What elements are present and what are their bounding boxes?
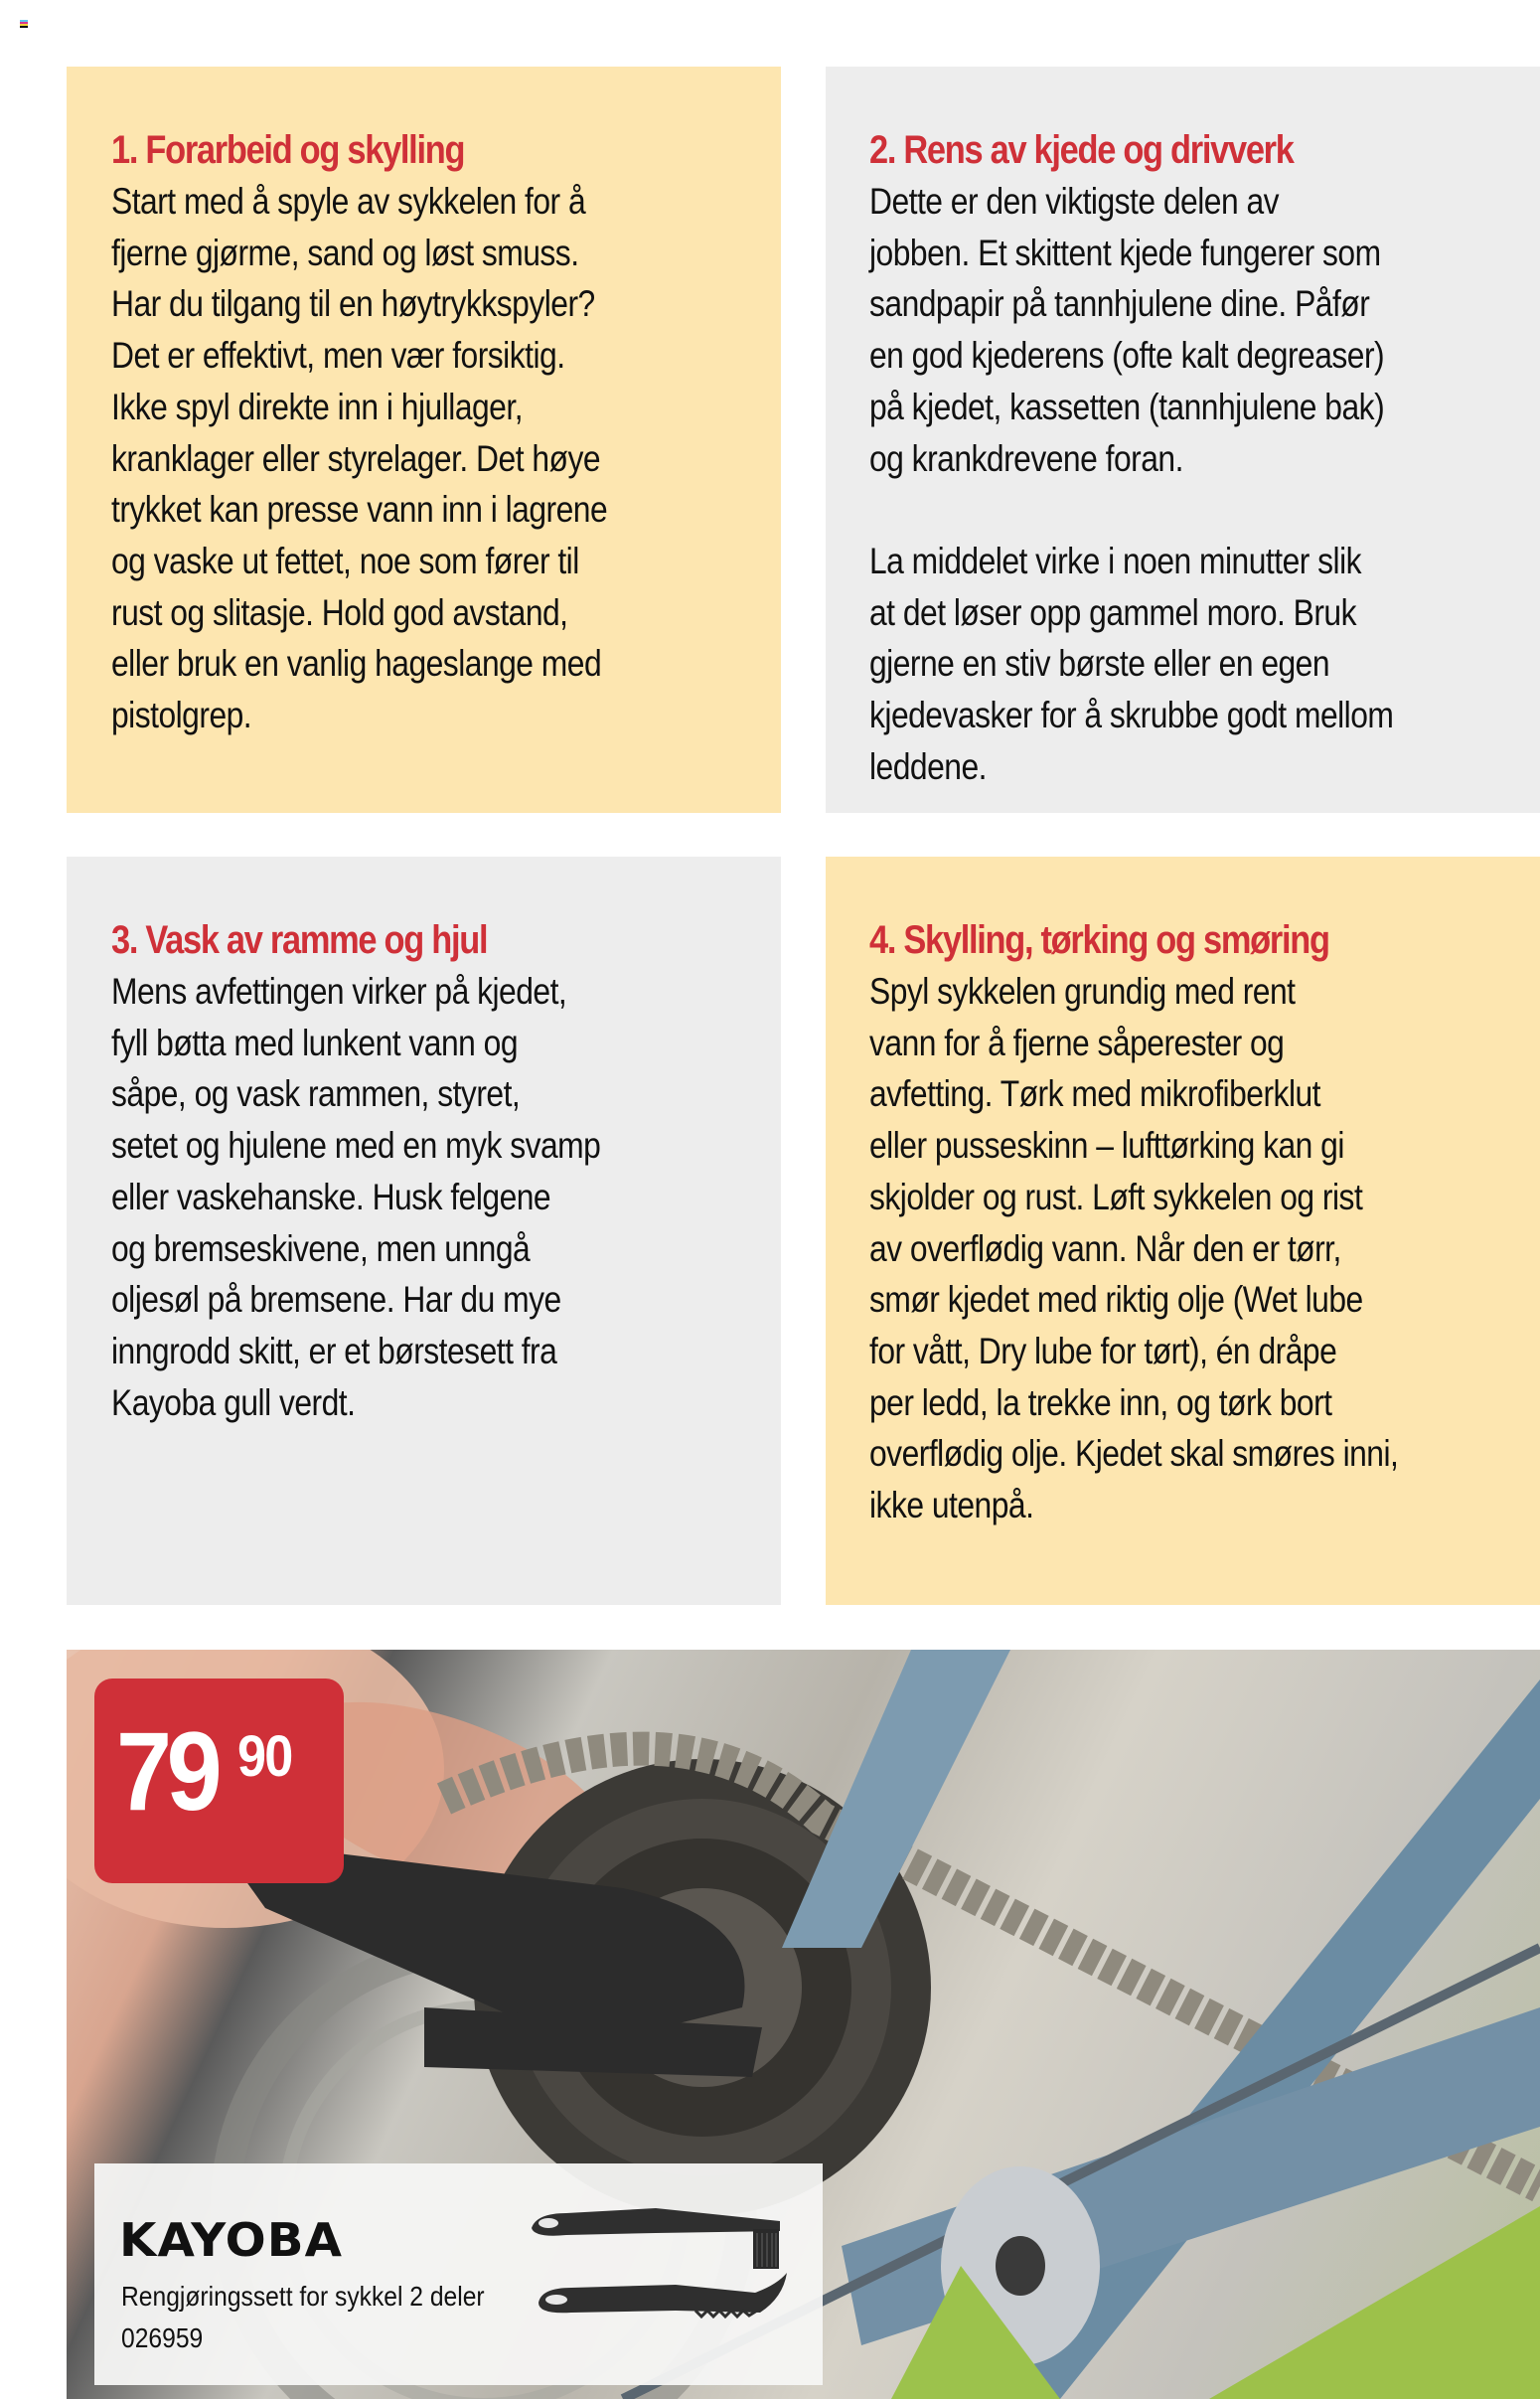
body-line: smør kjedet med riktig olje (Wet lube xyxy=(869,1279,1363,1321)
section-title: 2. Rens av kjede og drivverk xyxy=(869,128,1294,172)
print-mark-black xyxy=(20,26,28,28)
body-line: såpe, og vask rammen, styret, xyxy=(111,1073,521,1115)
body-line: eller pusseskinn – lufttørking kan gi xyxy=(869,1125,1344,1167)
body-line: leddene. xyxy=(869,745,987,787)
body-line: kranklager eller styrelager. Det høye xyxy=(111,437,601,479)
body-line: Dette er den viktigste delen av xyxy=(869,181,1280,222)
body-line: ikke utenpå. xyxy=(869,1485,1034,1526)
body-line: en god kjederens (ofte kalt degreaser) xyxy=(869,335,1385,377)
body-line: setet og hjulene med en myk svamp xyxy=(111,1125,601,1167)
body-line: Kayoba gull verdt. xyxy=(111,1381,356,1423)
body-line: på kjedet, kassetten (tannhjulene bak) xyxy=(869,386,1385,427)
body-line: at det løser opp gammel moro. Bruk xyxy=(869,591,1357,633)
body-line: Mens avfettingen virker på kjedet, xyxy=(111,971,567,1012)
product-sku: 026959 xyxy=(121,2322,204,2353)
brand-logo: KAYOBA xyxy=(119,2213,343,2267)
product-info-box xyxy=(94,2163,823,2385)
section-chain-cleaning xyxy=(826,67,1540,813)
print-color-mark xyxy=(20,20,28,28)
price-tag xyxy=(94,1679,344,1883)
body-line: pistolgrep. xyxy=(111,695,252,736)
body-line: for vått, Dry lube for tørt), én dråpe xyxy=(869,1330,1337,1371)
price-main: 79 xyxy=(116,1709,218,1834)
body-line: jobben. Et skittent kjede fungerer som xyxy=(869,232,1381,273)
paragraph-spacer xyxy=(869,484,1500,536)
body-line: eller bruk en vanlig hageslange med xyxy=(111,643,602,685)
price-cents: 90 xyxy=(237,1724,292,1789)
section-body xyxy=(869,966,1500,1531)
section-body xyxy=(111,966,741,1428)
body-line: rust og slitasje. Hold god avstand, xyxy=(111,591,568,633)
body-line: skjolder og rust. Løft sykkelen og rist xyxy=(869,1176,1363,1217)
body-line: kjedevasker for å skrubbe godt mellom xyxy=(869,695,1394,736)
section-title: 3. Vask av ramme og hjul xyxy=(111,918,488,962)
body-line: fyll bøtta med lunkent vann og xyxy=(111,1022,519,1063)
body-line: La middelet virke i noen minutter slik xyxy=(869,540,1362,581)
body-line: fjerne gjørme, sand og løst smuss. xyxy=(111,232,579,273)
body-line: Ikke spyl direkte inn i hjullager, xyxy=(111,386,524,427)
body-line: sandpapir på tannhjulene dine. Påfør xyxy=(869,283,1370,325)
body-line: og bremseskivene, men unngå xyxy=(111,1227,531,1269)
body-line: trykket kan presse vann inn i lagrene xyxy=(111,489,608,531)
body-line: av overflødig vann. Når den er tørr, xyxy=(869,1227,1341,1269)
body-line: gjerne en stiv børste eller en egen xyxy=(869,643,1330,685)
body-line: og vaske ut fettet, noe som fører til xyxy=(111,540,579,581)
section-frame-wheels xyxy=(67,857,781,1605)
product-description: Rengjøringssett for sykkel 2 deler xyxy=(121,2281,485,2312)
section-title: 4. Skylling, tørking og smøring xyxy=(869,918,1329,962)
section-body xyxy=(111,176,741,741)
section-body xyxy=(869,176,1500,792)
body-line: Start med å spyle av sykkelen for å xyxy=(111,181,586,222)
body-line: Har du tilgang til en høytrykkspyler? xyxy=(111,283,595,325)
body-line: inngrodd skitt, er et børstesett fra xyxy=(111,1330,557,1371)
body-line: Spyl sykkelen grundig med rent xyxy=(869,971,1296,1012)
body-line: avfetting. Tørk med mikrofiberklut xyxy=(869,1073,1321,1115)
body-line: overflødig olje. Kjedet skal smøres inni, xyxy=(869,1433,1399,1475)
body-line: per ledd, la trekke inn, og tørk bort xyxy=(869,1381,1332,1423)
body-line: oljesøl på bremsene. Har du mye xyxy=(111,1279,561,1321)
body-line: og krankdrevene foran. xyxy=(869,437,1183,479)
section-prewash xyxy=(67,67,781,813)
body-line: Det er effektivt, men vær forsiktig. xyxy=(111,335,565,377)
body-line: vann for å fjerne såperester og xyxy=(869,1022,1285,1063)
body-line: eller vaskehanske. Husk felgene xyxy=(111,1176,551,1217)
section-rinse-dry-lube xyxy=(826,857,1540,1605)
section-title: 1. Forarbeid og skylling xyxy=(111,128,465,172)
brush-set-icon xyxy=(527,2203,795,2342)
